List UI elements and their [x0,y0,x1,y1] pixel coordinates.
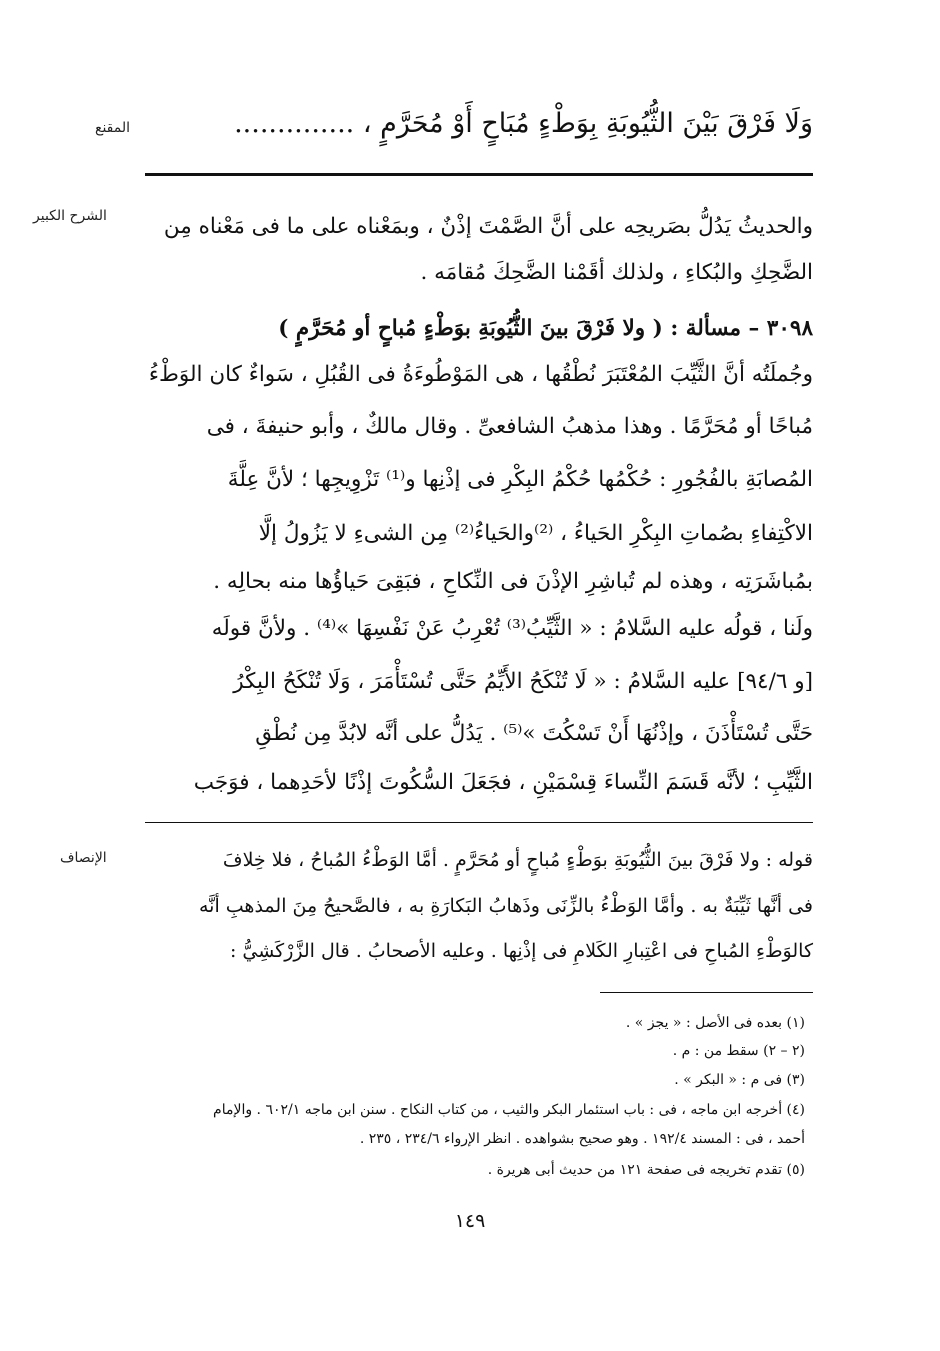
header-rule [145,173,813,176]
insaf-line: قوله : ولا فَرْقَ بينَ الثُّيُوبَةِ بوَطْءٍ مُباحٍ أو مُحَرَّمٍ . أمَّا الوَطْءُ المُباحُ ، فلا خِلافَ [222,849,813,871]
sharh-line: [و ٩٤/٦] عليه السَّلامُ : « لَا تُنْكَحُ الأَيِّمُ حَتَّى تُسْتَأْمَرَ ، وَلَا تُنْكَحُ البِكْرُ [233,669,813,694]
page-number: ١٤٩ [454,1210,486,1232]
footnote: (٣) فى م : « البكر » . [674,1072,805,1088]
sharh-line: المُصابَةِ بالفُجُورِ : حُكْمُها حُكْمُ البِكْرِ فى إذْنِها و⁽¹⁾ تَزْوِيجِها ؛ لأنَّ عِلَّةَ [227,467,813,492]
label-sharh-kabir: الشرح الكبير [33,208,107,224]
sharh-line: والحديثُ يَدُلُّ بصَريحِه على أنَّ الصَّمْتَ إذْنٌ ، وبمَعْناه على ما فى مَعْناه مِن [163,214,813,239]
footnote: (٥) تقدم تخريجه فى صفحة ١٢١ من حديث أبى هريرة . [487,1162,805,1178]
footnote: (٤) أخرجه ابن ماجه ، فى : باب استئمار البكر والثيب ، من كتاب النكاح . سنن ابن ماجه ٦٠٢/١ . والإمام [213,1102,805,1118]
sharh-line: الثَّيِّبِ ؛ لأنَّه قَسَمَ النِّساءَ قِسْمَيْنِ ، فجَعَلَ السُّكُوتَ إذْنًا لأحَدِهما ، فوَجَب [193,770,813,795]
insaf-rule [145,822,813,823]
sharh-line: الضَّحِكِ والبُكاءِ ، ولذلك أقَمْنا الضَّحِكَ مُقامَه . [420,260,813,285]
muqni-text: وَلَا فَرْقَ بَيْنَ الثُّيُوبَةِ بِوَطْءٍ مُبَاحٍ أَوْ مُحَرَّمٍ ، .............. [234,108,813,139]
label-insaf: الإنصاف [60,850,107,866]
label-muqni: المقنع [95,120,131,136]
mas-ala-heading: ٣٠٩٨ – مسألة : ( ولا فَرْقَ بينَ الثُّيُوبَةِ بوَطْءٍ مُباحٍ أو مُحَرَّمٍ ) [278,316,813,341]
sharh-line: بمُباشَرَتِه ، وهذه لم تُباشِرِ الإذْنَ فى النِّكاحِ ، فبَقِىَ حَياؤُها منه بحالِه . [213,569,813,594]
sharh-line: حَتَّى تُسْتَأْذَنَ ، وإذْنُهَا أَنْ تَسْكُتَ »⁽⁵⁾ . يَدُلُّ على أنَّه لابُدَّ مِن نُطْقِ [255,721,813,746]
sharh-line: ولَنا ، قولُه عليه السَّلامُ : « الثَّيِّبُ⁽³⁾ تُعْرِبُ عَنْ نَفْسِهَا »⁽⁴⁾ . ولأنَّ قولَه [211,616,813,641]
sharh-line: مُباحًا أو مُحَرَّمًا . وهذا مذهبُ الشافعىِّ . وقال مالكٌ ، وأبو حنيفةَ ، فى [206,414,813,439]
footnote: أحمد ، فى : المسند ١٩٢/٤ . وهو صحيح بشواهده . انظر الإرواء ٢٣٤/٦ ، ٢٣٥ . [359,1131,805,1147]
insaf-line: فى أنَّها ثَيِّبَةٌ به . وأمَّا الوَطْءُ بالزِّنَى وذَهابُ البَكارَةِ به ، فالصَّحيحُ مِنَ المذهبِ أنَّه [198,895,813,917]
sharh-line: وجُملَتُه أنَّ الثَّيِّبَ المُعْتَبَرَ نُطْقُها ، هى المَوْطُوءَةُ فى القُبُلِ ، سَواءٌ كان الوَطْءُ [148,362,813,387]
sharh-line: الاكْتِفاءِ بصُماتِ البِكْرِ الحَياءُ ، ⁽²⁾والحَياءُ⁽²⁾ مِن الشىءِ لا يَزُولُ إلَّا [258,521,813,546]
footnote-rule [600,992,813,993]
footnote: (٢ – ٢) سقط من : م . [672,1043,805,1059]
insaf-line: كالوَطْءِ المُباحِ فى اعْتِبارِ الكَلامِ فى إذْنِها . وعليه الأصحابُ . قال الزَّرْكَشِيُّ : [229,940,813,962]
footnote: (١) بعده فى الأصل : « يجز » . [625,1015,805,1031]
